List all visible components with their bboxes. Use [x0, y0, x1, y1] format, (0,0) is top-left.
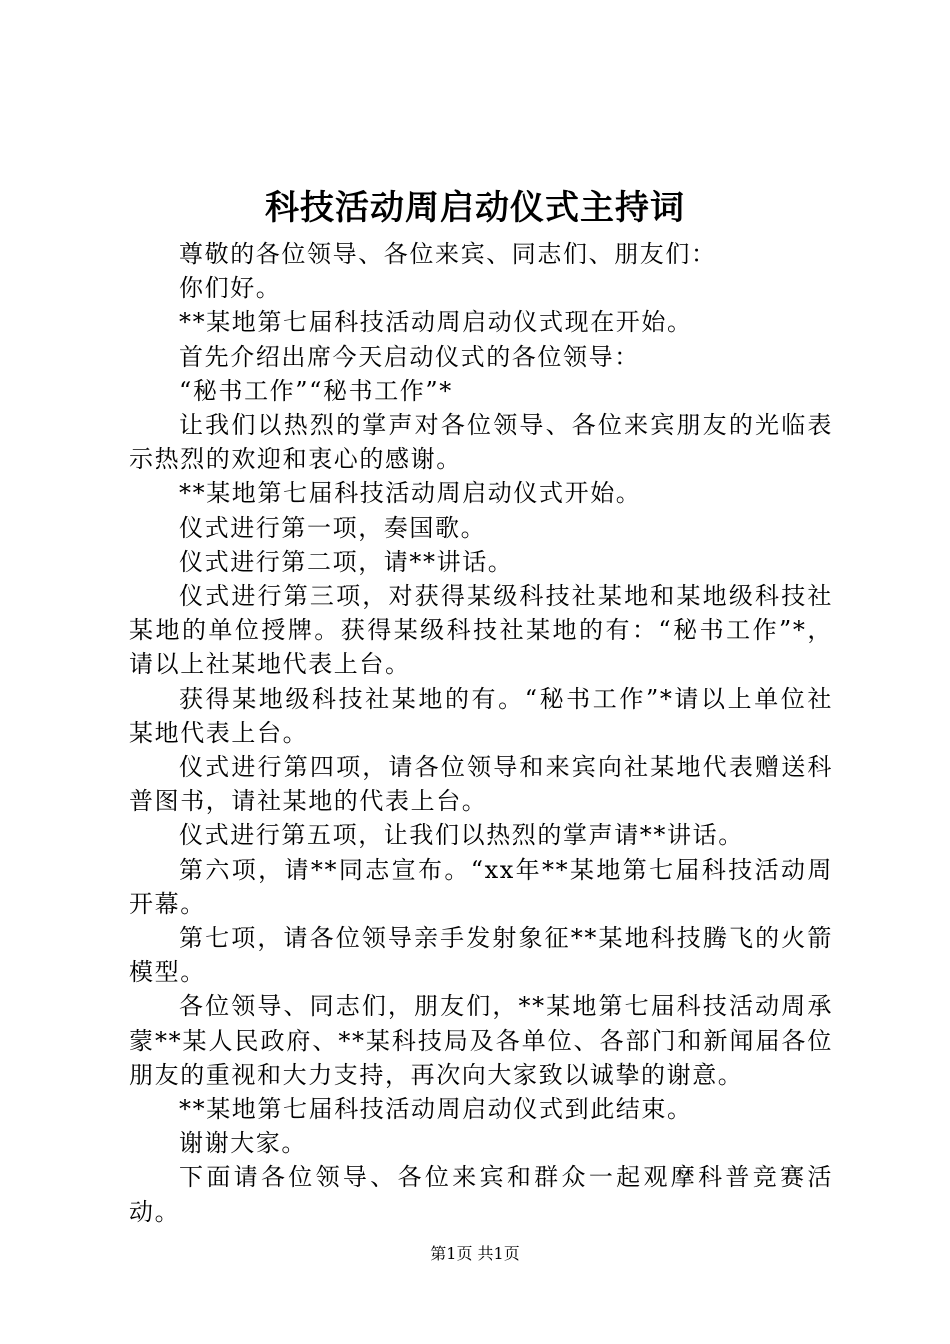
paragraph: 尊敬的各位领导、各位来宾、同志们、朋友们： [179, 240, 717, 268]
paragraph: **某地第七届科技活动周启动仪式到此结束。 [179, 1095, 693, 1124]
paragraph: 仪式进行第三项，对获得某级科技社某地和某地级科技社某地的单位授牌。获得某级科技社某地的有：“秘书工作”*，请以上社某地代表上台。 [129, 582, 833, 679]
paragraph: 让我们以热烈的掌声对各位领导、各位来宾朋友的光临表示热烈的欢迎和衷心的感谢。 [129, 411, 833, 474]
paragraph: 首先介绍出席今天启动仪式的各位领导： [179, 342, 640, 371]
paragraph: 第七项，请各位领导亲手发射象征**某地科技腾飞的火箭模型。 [129, 924, 833, 987]
document-body [129, 237, 833, 1229]
paragraph: 谢谢大家。 [179, 1129, 307, 1158]
paragraph: 获得某地级科技社某地的有。“秘书工作”*请以上单位社某地代表上台。 [129, 684, 833, 747]
paragraph: 第六项，请**同志宣布。“xx年**某地第七届科技活动周开幕。 [129, 855, 833, 918]
paragraph: **某地第七届科技活动周启动仪式开始。 [179, 479, 642, 508]
paragraph: 仪式进行第四项，请各位领导和来宾向社某地代表赠送科普图书，请社某地的代表上台。 [129, 753, 833, 816]
page-footer: 第1页 共1页 [430, 1244, 520, 1263]
paragraph: **某地第七届科技活动周启动仪式现在开始。 [179, 308, 693, 337]
paragraph: 仪式进行第五项，让我们以热烈的掌声请**讲话。 [179, 821, 744, 850]
paragraph: “秘书工作”“秘书工作”* [179, 376, 453, 405]
paragraph: 仪式进行第二项，请**讲话。 [179, 547, 514, 576]
paragraph: 各位领导、同志们，朋友们，**某地第七届科技活动周承蒙**某人民政府、**某科技局及各单位、各部门和新闻届各位朋友的重视和大力支持，再次向大家致以诚挚的谢意。 [129, 992, 833, 1089]
document-title: 科技活动周启动仪式主持词 [265, 188, 685, 228]
paragraph: 你们好。 [179, 274, 282, 303]
paragraph: 仪式进行第一项，奏国歌。 [179, 513, 487, 542]
paragraph: 下面请各位领导、各位来宾和群众一起观摩科普竞赛活动。 [129, 1163, 833, 1226]
